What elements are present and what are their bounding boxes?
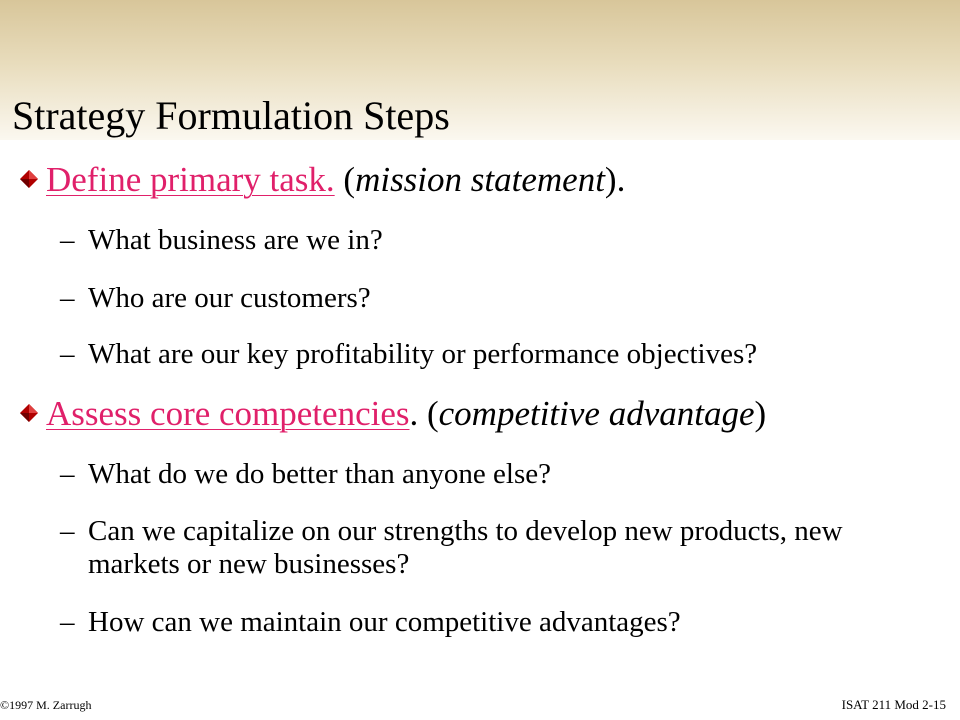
paren-close: ) — [754, 394, 767, 433]
copyright-icon: © — [0, 698, 10, 712]
footer-course: ISAT 211 Mod 2-15 — [841, 697, 946, 712]
paren-open: ( — [334, 160, 356, 199]
sub-item-text: What do we do better than anyone else? — [88, 458, 552, 490]
sub-item-text: What are our key profitability or performance objectives? — [88, 338, 758, 370]
dash-marker: – — [60, 515, 75, 547]
dash-marker: – — [60, 458, 75, 490]
dash-marker: – — [60, 282, 75, 314]
mission-statement-text: mission statement — [355, 160, 605, 199]
assess-core-competencies-link[interactable]: Assess core competencies — [46, 394, 410, 433]
sub-item-text: Who are our customers? — [88, 282, 371, 314]
slide-title: Strategy Formulation Steps — [12, 93, 450, 138]
footer-copyright — [0, 698, 91, 713]
competitive-advantage-text: competitive advantage — [438, 394, 755, 433]
paren-open: . ( — [409, 394, 439, 433]
dash-marker: – — [60, 338, 75, 370]
sub-item-text: How can we maintain our competitive advantages? — [88, 606, 681, 638]
dash-marker: – — [60, 606, 75, 638]
paren-close: ). — [604, 160, 626, 199]
define-primary-task-link[interactable]: Define primary task. — [46, 160, 335, 199]
sub-item-text: What business are we in? — [88, 224, 383, 256]
diamond-bullet-icon — [20, 170, 38, 193]
sub-item-text: Can we capitalize on our strengths to develop new products, new markets or new businesses? — [88, 515, 843, 580]
diamond-bullet-icon — [20, 404, 38, 427]
copyright-text: 1997 M. Zarrugh — [9, 698, 92, 712]
dash-marker: – — [60, 224, 75, 256]
